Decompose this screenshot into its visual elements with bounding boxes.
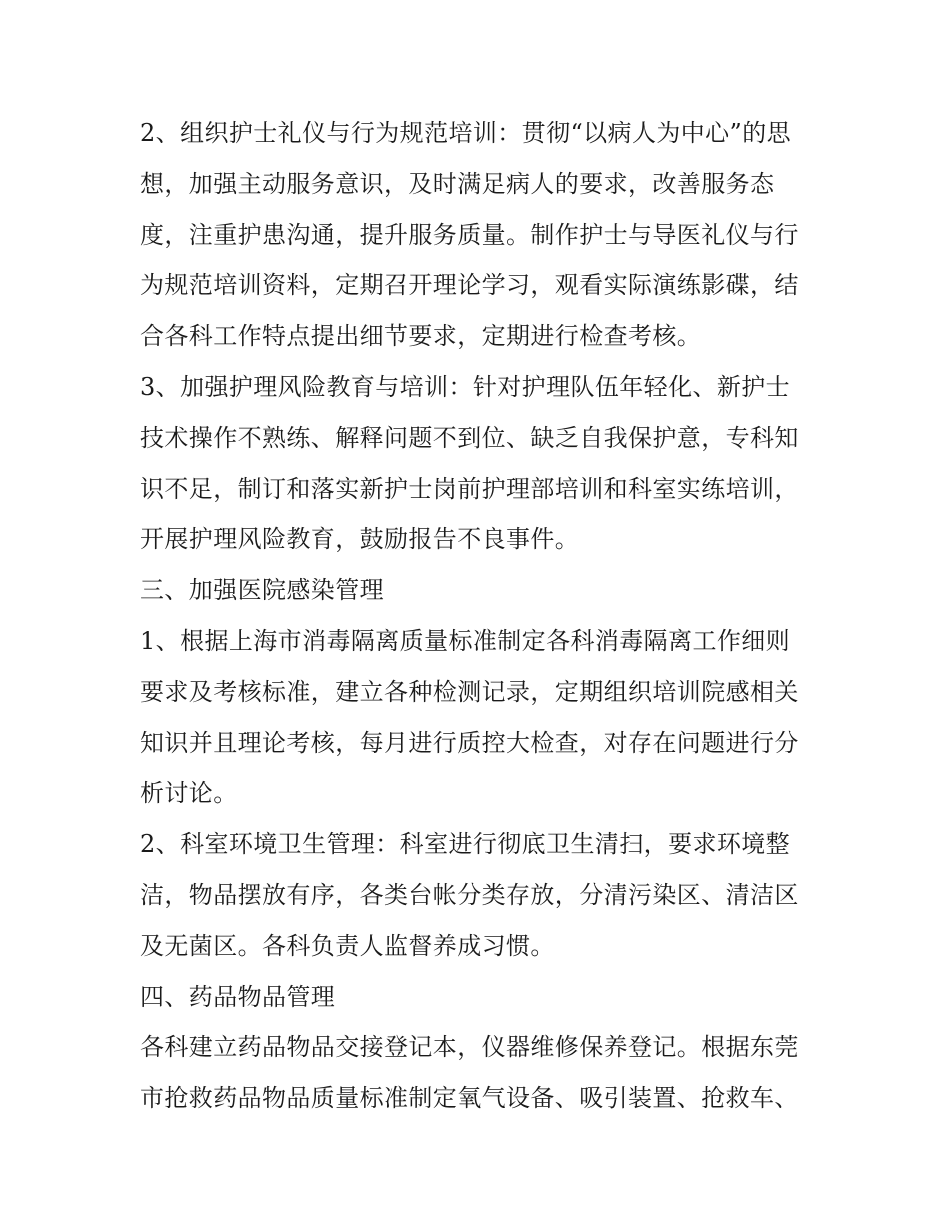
text-line: 1、根据上海市消毒隔离质量标准制定各科消毒隔离工作细则 [140, 626, 791, 655]
text-line: 3、加强护理风险教育与培训：针对护理队伍年轻化、新护士 [140, 372, 791, 401]
text-line: 2、组织护士礼仪与行为规范培训：贯彻“以病人为中心”的思 [140, 119, 792, 147]
text-line: 析讨论。 [140, 779, 238, 808]
text-line: 开展护理风险教育，鼓励报告不良事件。 [140, 525, 580, 554]
text-line: 度，注重护患沟通，提升服务质量。制作护士与导医礼仪与行 [140, 220, 799, 249]
text-line: 各科建立药品物品交接登记本，仪器维修保养登记。根据东莞 [140, 1033, 799, 1062]
text-line: 合各科工作特点提出细节要求，定期进行检查考核。 [140, 322, 702, 351]
text-line: 要求及考核标准，建立各种检测记录，定期组织培训院感相关 [140, 677, 799, 706]
text-line: 为规范培训资料，定期召开理论学习，观看实际演练影碟，结 [140, 271, 799, 300]
text-line: 知识并且理论考核，每月进行质控大检查，对存在问题进行分 [140, 728, 799, 757]
text-line: 2、科室环境卫生管理：科室进行彻底卫生清扫，要求环境整 [140, 830, 791, 859]
text-line: 及无菌区。各科负责人监督养成习惯。 [140, 931, 555, 960]
section-heading: 三、加强医院感染管理 [140, 576, 384, 605]
section-heading: 四、药品物品管理 [140, 982, 336, 1011]
text-line: 技术操作不熟练、解释问题不到位、缺乏自我保护意，专科知 [140, 423, 799, 452]
text-line: 识不足，制订和落实新护士岗前护理部培训和科室实练培训， [140, 474, 799, 503]
text-line: 市抢救药品物品质量标准制定氧气设备、吸引装置、抢救车、 [140, 1084, 799, 1113]
text-line: 想，加强主动服务意识，及时满足病人的要求，改善服务态 [140, 169, 775, 198]
text-line: 洁，物品摆放有序，各类台帐分类存放，分清污染区、清洁区 [140, 880, 799, 909]
document-body [140, 108, 815, 1124]
